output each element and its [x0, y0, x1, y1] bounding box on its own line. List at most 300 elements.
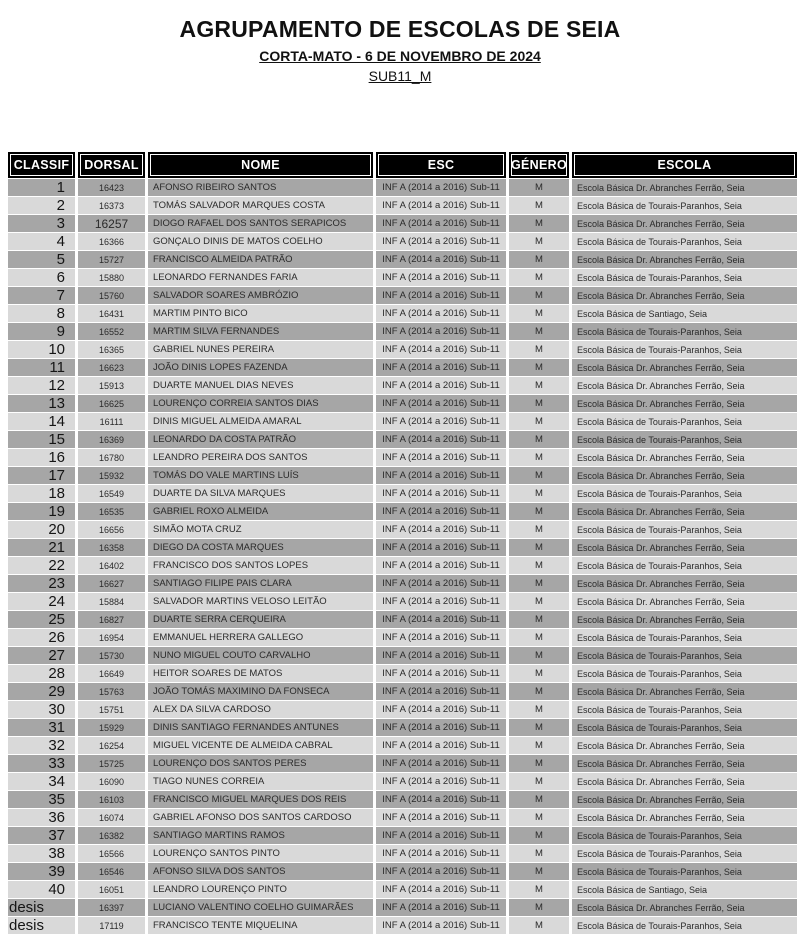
cell-nome: SALVADOR SOARES AMBRÓZIO [148, 287, 373, 304]
cell-classif: 14 [8, 413, 75, 430]
cell-escola: Escola Básica de Tourais-Paranhos, Seia [572, 269, 797, 286]
cell-escola: Escola Básica Dr. Abranches Ferrão, Seia [572, 539, 797, 556]
table-row [8, 233, 797, 250]
table-row [8, 917, 797, 934]
column-header-classif: CLASSIF [8, 152, 75, 178]
cell-nome: GABRIEL AFONSO DOS SANTOS CARDOSO [148, 809, 373, 826]
cell-nome: FRANCISCO MIGUEL MARQUES DOS REIS [148, 791, 373, 808]
cell-dorsal: 16827 [78, 611, 145, 628]
table-row [8, 197, 797, 214]
cell-genero: M [509, 503, 569, 520]
results-tbody [8, 179, 797, 934]
cell-classif: 11 [8, 359, 75, 376]
cell-nome: GABRIEL NUNES PEREIRA [148, 341, 373, 358]
table-row [8, 431, 797, 448]
table-row [8, 377, 797, 394]
table-row [8, 287, 797, 304]
cell-nome: AFONSO SILVA DOS SANTOS [148, 863, 373, 880]
cell-escola: Escola Básica Dr. Abranches Ferrão, Seia [572, 611, 797, 628]
cell-esc: INF A (2014 a 2016) Sub-11 [376, 917, 506, 934]
cell-classif: 20 [8, 521, 75, 538]
cell-nome: FRANCISCO DOS SANTOS LOPES [148, 557, 373, 574]
cell-esc: INF A (2014 a 2016) Sub-11 [376, 395, 506, 412]
table-row [8, 863, 797, 880]
cell-dorsal: 15763 [78, 683, 145, 700]
table-row [8, 593, 797, 610]
cell-escola: Escola Básica de Tourais-Paranhos, Seia [572, 557, 797, 574]
cell-genero: M [509, 323, 569, 340]
cell-dorsal: 16111 [78, 413, 145, 430]
cell-nome: DINIS MIGUEL ALMEIDA AMARAL [148, 413, 373, 430]
cell-dorsal: 15880 [78, 269, 145, 286]
cell-classif: 4 [8, 233, 75, 250]
cell-esc: INF A (2014 a 2016) Sub-11 [376, 521, 506, 538]
cell-genero: M [509, 629, 569, 646]
table-row [8, 323, 797, 340]
cell-escola: Escola Básica Dr. Abranches Ferrão, Seia [572, 737, 797, 754]
cell-escola: Escola Básica de Tourais-Paranhos, Seia [572, 827, 797, 844]
cell-dorsal: 15727 [78, 251, 145, 268]
column-header-dorsal: DORSAL [78, 152, 145, 178]
cell-classif: 32 [8, 737, 75, 754]
cell-genero: M [509, 701, 569, 718]
cell-dorsal: 15932 [78, 467, 145, 484]
cell-genero: M [509, 197, 569, 214]
cell-esc: INF A (2014 a 2016) Sub-11 [376, 557, 506, 574]
cell-nome: LOURENÇO DOS SANTOS PERES [148, 755, 373, 772]
cell-nome: DIEGO DA COSTA MARQUES [148, 539, 373, 556]
cell-genero: M [509, 233, 569, 250]
cell-dorsal: 16954 [78, 629, 145, 646]
cell-genero: M [509, 899, 569, 916]
cell-dorsal: 16366 [78, 233, 145, 250]
cell-genero: M [509, 341, 569, 358]
cell-classif: 35 [8, 791, 75, 808]
cell-dorsal: 16257 [78, 215, 145, 232]
cell-genero: M [509, 719, 569, 736]
cell-dorsal: 16373 [78, 197, 145, 214]
cell-esc: INF A (2014 a 2016) Sub-11 [376, 251, 506, 268]
cell-esc: INF A (2014 a 2016) Sub-11 [376, 467, 506, 484]
cell-classif: 26 [8, 629, 75, 646]
cell-genero: M [509, 467, 569, 484]
cell-nome: LEONARDO DA COSTA PATRÃO [148, 431, 373, 448]
cell-classif: 13 [8, 395, 75, 412]
cell-esc: INF A (2014 a 2016) Sub-11 [376, 575, 506, 592]
cell-escola: Escola Básica de Tourais-Paranhos, Seia [572, 323, 797, 340]
cell-nome: JOÃO DINIS LOPES FAZENDA [148, 359, 373, 376]
cell-escola: Escola Básica de Santiago, Seia [572, 881, 797, 898]
cell-classif: 23 [8, 575, 75, 592]
cell-classif: 22 [8, 557, 75, 574]
cell-nome: SANTIAGO FILIPE PAIS CLARA [148, 575, 373, 592]
cell-dorsal: 16402 [78, 557, 145, 574]
cell-esc: INF A (2014 a 2016) Sub-11 [376, 611, 506, 628]
cell-classif: 36 [8, 809, 75, 826]
cell-classif: desis [8, 917, 75, 934]
cell-esc: INF A (2014 a 2016) Sub-11 [376, 791, 506, 808]
cell-classif: 25 [8, 611, 75, 628]
cell-esc: INF A (2014 a 2016) Sub-11 [376, 179, 506, 196]
cell-dorsal: 16625 [78, 395, 145, 412]
document-header [0, 16, 800, 84]
cell-esc: INF A (2014 a 2016) Sub-11 [376, 719, 506, 736]
cell-genero: M [509, 485, 569, 502]
cell-esc: INF A (2014 a 2016) Sub-11 [376, 359, 506, 376]
cell-genero: M [509, 287, 569, 304]
cell-classif: 31 [8, 719, 75, 736]
cell-nome: DUARTE SERRA CERQUEIRA [148, 611, 373, 628]
cell-nome: FRANCISCO TENTE MIQUELINA [148, 917, 373, 934]
cell-esc: INF A (2014 a 2016) Sub-11 [376, 323, 506, 340]
cell-esc: INF A (2014 a 2016) Sub-11 [376, 215, 506, 232]
cell-nome: TOMÁS DO VALE MARTINS LUÍS [148, 467, 373, 484]
cell-genero: M [509, 539, 569, 556]
cell-genero: M [509, 737, 569, 754]
cell-genero: M [509, 359, 569, 376]
cell-classif: 40 [8, 881, 75, 898]
cell-classif: 38 [8, 845, 75, 862]
table-row [8, 269, 797, 286]
table-row [8, 305, 797, 322]
cell-genero: M [509, 755, 569, 772]
cell-classif: 3 [8, 215, 75, 232]
table-row [8, 683, 797, 700]
cell-genero: M [509, 809, 569, 826]
header-row [8, 152, 797, 178]
cell-genero: M [509, 179, 569, 196]
cell-nome: NUNO MIGUEL COUTO CARVALHO [148, 647, 373, 664]
cell-dorsal: 16656 [78, 521, 145, 538]
column-header-nome: NOME [148, 152, 373, 178]
table-row [8, 755, 797, 772]
cell-escola: Escola Básica de Tourais-Paranhos, Seia [572, 521, 797, 538]
cell-classif: 1 [8, 179, 75, 196]
cell-escola: Escola Básica Dr. Abranches Ferrão, Seia [572, 395, 797, 412]
cell-dorsal: 15913 [78, 377, 145, 394]
cell-escola: Escola Básica de Tourais-Paranhos, Seia [572, 701, 797, 718]
category-label: SUB11_M [368, 68, 432, 84]
cell-genero: M [509, 647, 569, 664]
cell-escola: Escola Básica de Tourais-Paranhos, Seia [572, 341, 797, 358]
cell-genero: M [509, 611, 569, 628]
cell-escola: Escola Básica Dr. Abranches Ferrão, Seia [572, 503, 797, 520]
cell-escola: Escola Básica de Tourais-Paranhos, Seia [572, 413, 797, 430]
cell-escola: Escola Básica Dr. Abranches Ferrão, Seia [572, 755, 797, 772]
cell-escola: Escola Básica Dr. Abranches Ferrão, Seia [572, 449, 797, 466]
table-row [8, 701, 797, 718]
cell-nome: MARTIM PINTO BICO [148, 305, 373, 322]
table-row [8, 809, 797, 826]
cell-genero: M [509, 881, 569, 898]
cell-classif: 12 [8, 377, 75, 394]
cell-escola: Escola Básica Dr. Abranches Ferrão, Seia [572, 575, 797, 592]
cell-esc: INF A (2014 a 2016) Sub-11 [376, 845, 506, 862]
cell-escola: Escola Básica Dr. Abranches Ferrão, Seia [572, 215, 797, 232]
cell-genero: M [509, 413, 569, 430]
cell-genero: M [509, 521, 569, 538]
cell-classif: 15 [8, 431, 75, 448]
cell-esc: INF A (2014 a 2016) Sub-11 [376, 287, 506, 304]
cell-classif: 27 [8, 647, 75, 664]
cell-nome: AFONSO RIBEIRO SANTOS [148, 179, 373, 196]
cell-escola: Escola Básica Dr. Abranches Ferrão, Seia [572, 791, 797, 808]
cell-genero: M [509, 377, 569, 394]
cell-classif: 7 [8, 287, 75, 304]
table-row [8, 521, 797, 538]
cell-esc: INF A (2014 a 2016) Sub-11 [376, 233, 506, 250]
table-row [8, 881, 797, 898]
cell-esc: INF A (2014 a 2016) Sub-11 [376, 485, 506, 502]
cell-dorsal: 15725 [78, 755, 145, 772]
cell-escola: Escola Básica de Tourais-Paranhos, Seia [572, 665, 797, 682]
cell-esc: INF A (2014 a 2016) Sub-11 [376, 341, 506, 358]
cell-escola: Escola Básica Dr. Abranches Ferrão, Seia [572, 467, 797, 484]
cell-genero: M [509, 449, 569, 466]
cell-classif: 19 [8, 503, 75, 520]
table-row [8, 557, 797, 574]
table-row [8, 413, 797, 430]
table-row [8, 827, 797, 844]
cell-classif: 2 [8, 197, 75, 214]
cell-escola: Escola Básica Dr. Abranches Ferrão, Seia [572, 683, 797, 700]
cell-classif: 10 [8, 341, 75, 358]
cell-escola: Escola Básica de Tourais-Paranhos, Seia [572, 863, 797, 880]
table-row [8, 899, 797, 916]
cell-esc: INF A (2014 a 2016) Sub-11 [376, 665, 506, 682]
cell-escola: Escola Básica de Tourais-Paranhos, Seia [572, 719, 797, 736]
cell-esc: INF A (2014 a 2016) Sub-11 [376, 305, 506, 322]
cell-dorsal: 16051 [78, 881, 145, 898]
cell-dorsal: 15884 [78, 593, 145, 610]
event-subtitle: CORTA-MATO - 6 DE NOVEMBRO DE 2024 [259, 48, 541, 64]
cell-dorsal: 16074 [78, 809, 145, 826]
cell-nome: LUCIANO VALENTINO COELHO GUIMARÃES [148, 899, 373, 916]
cell-dorsal: 16535 [78, 503, 145, 520]
cell-dorsal: 15751 [78, 701, 145, 718]
cell-esc: INF A (2014 a 2016) Sub-11 [376, 737, 506, 754]
cell-genero: M [509, 557, 569, 574]
cell-dorsal: 16365 [78, 341, 145, 358]
cell-esc: INF A (2014 a 2016) Sub-11 [376, 449, 506, 466]
cell-dorsal: 16397 [78, 899, 145, 916]
cell-genero: M [509, 593, 569, 610]
cell-genero: M [509, 269, 569, 286]
cell-dorsal: 15730 [78, 647, 145, 664]
cell-escola: Escola Básica de Tourais-Paranhos, Seia [572, 629, 797, 646]
cell-nome: FRANCISCO ALMEIDA PATRÃO [148, 251, 373, 268]
cell-nome: LOURENÇO SANTOS PINTO [148, 845, 373, 862]
cell-escola: Escola Básica de Tourais-Paranhos, Seia [572, 647, 797, 664]
cell-classif: 39 [8, 863, 75, 880]
cell-dorsal: 16649 [78, 665, 145, 682]
cell-classif: 5 [8, 251, 75, 268]
cell-esc: INF A (2014 a 2016) Sub-11 [376, 629, 506, 646]
cell-classif: 16 [8, 449, 75, 466]
cell-classif: 9 [8, 323, 75, 340]
table-row [8, 539, 797, 556]
table-row [8, 179, 797, 196]
cell-classif: 21 [8, 539, 75, 556]
table-row [8, 791, 797, 808]
cell-esc: INF A (2014 a 2016) Sub-11 [376, 701, 506, 718]
cell-dorsal: 16780 [78, 449, 145, 466]
page-title: AGRUPAMENTO DE ESCOLAS DE SEIA [179, 16, 621, 42]
cell-nome: LEONARDO FERNANDES FARIA [148, 269, 373, 286]
cell-genero: M [509, 827, 569, 844]
cell-escola: Escola Básica de Tourais-Paranhos, Seia [572, 431, 797, 448]
cell-nome: LEANDRO PEREIRA DOS SANTOS [148, 449, 373, 466]
cell-genero: M [509, 395, 569, 412]
cell-classif: 6 [8, 269, 75, 286]
cell-classif: 18 [8, 485, 75, 502]
cell-esc: INF A (2014 a 2016) Sub-11 [376, 647, 506, 664]
cell-dorsal: 16552 [78, 323, 145, 340]
cell-genero: M [509, 665, 569, 682]
cell-classif: 8 [8, 305, 75, 322]
cell-genero: M [509, 575, 569, 592]
cell-esc: INF A (2014 a 2016) Sub-11 [376, 413, 506, 430]
cell-classif: 24 [8, 593, 75, 610]
cell-escola: Escola Básica de Tourais-Paranhos, Seia [572, 233, 797, 250]
cell-dorsal: 16423 [78, 179, 145, 196]
cell-esc: INF A (2014 a 2016) Sub-11 [376, 827, 506, 844]
cell-genero: M [509, 791, 569, 808]
cell-nome: HEITOR SOARES DE MATOS [148, 665, 373, 682]
cell-nome: SANTIAGO MARTINS RAMOS [148, 827, 373, 844]
table-row [8, 665, 797, 682]
table-row [8, 719, 797, 736]
cell-escola: Escola Básica Dr. Abranches Ferrão, Seia [572, 809, 797, 826]
cell-escola: Escola Básica Dr. Abranches Ferrão, Seia [572, 251, 797, 268]
cell-classif: 29 [8, 683, 75, 700]
cell-dorsal: 15929 [78, 719, 145, 736]
cell-nome: TOMÁS SALVADOR MARQUES COSTA [148, 197, 373, 214]
cell-escola: Escola Básica de Tourais-Paranhos, Seia [572, 485, 797, 502]
cell-escola: Escola Básica de Tourais-Paranhos, Seia [572, 197, 797, 214]
cell-genero: M [509, 305, 569, 322]
cell-escola: Escola Básica Dr. Abranches Ferrão, Seia [572, 593, 797, 610]
cell-esc: INF A (2014 a 2016) Sub-11 [376, 431, 506, 448]
table-row [8, 341, 797, 358]
cell-genero: M [509, 251, 569, 268]
cell-nome: MIGUEL VICENTE DE ALMEIDA CABRAL [148, 737, 373, 754]
column-header-escola: ESCOLA [572, 152, 797, 178]
cell-esc: INF A (2014 a 2016) Sub-11 [376, 683, 506, 700]
cell-esc: INF A (2014 a 2016) Sub-11 [376, 539, 506, 556]
cell-escola: Escola Básica de Tourais-Paranhos, Seia [572, 917, 797, 934]
table-header [8, 152, 797, 178]
cell-genero: M [509, 215, 569, 232]
cell-esc: INF A (2014 a 2016) Sub-11 [376, 503, 506, 520]
cell-dorsal: 16627 [78, 575, 145, 592]
cell-dorsal: 16382 [78, 827, 145, 844]
cell-genero: M [509, 863, 569, 880]
cell-nome: EMMANUEL HERRERA GALLEGO [148, 629, 373, 646]
cell-dorsal: 16549 [78, 485, 145, 502]
cell-escola: Escola Básica Dr. Abranches Ferrão, Seia [572, 359, 797, 376]
cell-genero: M [509, 845, 569, 862]
cell-escola: Escola Básica Dr. Abranches Ferrão, Seia [572, 179, 797, 196]
cell-escola: Escola Básica Dr. Abranches Ferrão, Seia [572, 377, 797, 394]
cell-esc: INF A (2014 a 2016) Sub-11 [376, 899, 506, 916]
cell-esc: INF A (2014 a 2016) Sub-11 [376, 593, 506, 610]
cell-nome: LOURENÇO CORREIA SANTOS DIAS [148, 395, 373, 412]
table-row [8, 773, 797, 790]
cell-esc: INF A (2014 a 2016) Sub-11 [376, 809, 506, 826]
cell-nome: TIAGO NUNES CORREIA [148, 773, 373, 790]
cell-nome: LEANDRO LOURENÇO PINTO [148, 881, 373, 898]
cell-esc: INF A (2014 a 2016) Sub-11 [376, 755, 506, 772]
cell-nome: ALEX DA SILVA CARDOSO [148, 701, 373, 718]
table-row [8, 647, 797, 664]
cell-dorsal: 17119 [78, 917, 145, 934]
cell-classif: desis [8, 899, 75, 916]
cell-escola: Escola Básica Dr. Abranches Ferrão, Seia [572, 773, 797, 790]
cell-dorsal: 16090 [78, 773, 145, 790]
cell-classif: 34 [8, 773, 75, 790]
cell-dorsal: 16369 [78, 431, 145, 448]
table-row [8, 449, 797, 466]
cell-dorsal: 16254 [78, 737, 145, 754]
cell-escola: Escola Básica de Tourais-Paranhos, Seia [572, 845, 797, 862]
cell-nome: SALVADOR MARTINS VELOSO LEITÃO [148, 593, 373, 610]
cell-nome: DUARTE DA SILVA MARQUES [148, 485, 373, 502]
cell-classif: 33 [8, 755, 75, 772]
cell-esc: INF A (2014 a 2016) Sub-11 [376, 269, 506, 286]
cell-nome: DUARTE MANUEL DIAS NEVES [148, 377, 373, 394]
table-row [8, 575, 797, 592]
cell-esc: INF A (2014 a 2016) Sub-11 [376, 863, 506, 880]
cell-genero: M [509, 683, 569, 700]
table-row [8, 611, 797, 628]
results-table [5, 151, 800, 935]
cell-genero: M [509, 917, 569, 934]
table-row [8, 251, 797, 268]
cell-dorsal: 16431 [78, 305, 145, 322]
table-row [8, 359, 797, 376]
cell-dorsal: 16103 [78, 791, 145, 808]
table-row [8, 629, 797, 646]
cell-esc: INF A (2014 a 2016) Sub-11 [376, 881, 506, 898]
table-row [8, 503, 797, 520]
cell-nome: DINIS SANTIAGO FERNANDES ANTUNES [148, 719, 373, 736]
cell-dorsal: 16566 [78, 845, 145, 862]
cell-genero: M [509, 431, 569, 448]
cell-classif: 30 [8, 701, 75, 718]
column-header-genero: GÉNERO [509, 152, 569, 178]
table-row [8, 395, 797, 412]
cell-esc: INF A (2014 a 2016) Sub-11 [376, 197, 506, 214]
cell-nome: GABRIEL ROXO ALMEIDA [148, 503, 373, 520]
cell-esc: INF A (2014 a 2016) Sub-11 [376, 377, 506, 394]
cell-dorsal: 16546 [78, 863, 145, 880]
table-row [8, 215, 797, 232]
cell-nome: MARTIM SILVA FERNANDES [148, 323, 373, 340]
table-row [8, 485, 797, 502]
column-header-esc: ESC [376, 152, 506, 178]
cell-classif: 17 [8, 467, 75, 484]
cell-escola: Escola Básica Dr. Abranches Ferrão, Seia [572, 287, 797, 304]
cell-escola: Escola Básica Dr. Abranches Ferrão, Seia [572, 899, 797, 916]
cell-dorsal: 16358 [78, 539, 145, 556]
cell-escola: Escola Básica de Santiago, Seia [572, 305, 797, 322]
cell-nome: DIOGO RAFAEL DOS SANTOS SERAPICOS [148, 215, 373, 232]
cell-classif: 28 [8, 665, 75, 682]
cell-dorsal: 15760 [78, 287, 145, 304]
table-row [8, 467, 797, 484]
table-row [8, 845, 797, 862]
